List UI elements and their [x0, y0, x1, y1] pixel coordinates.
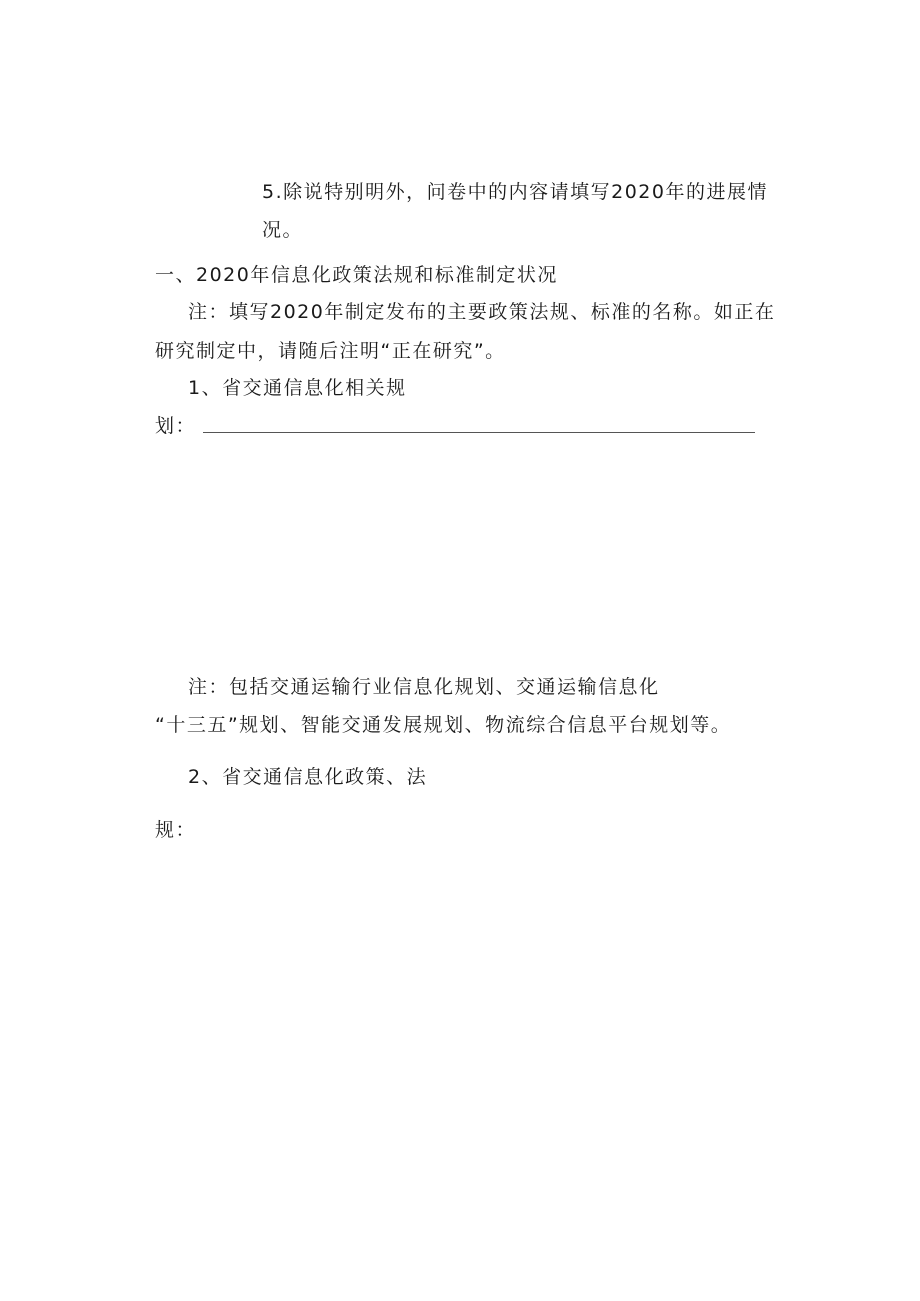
item-1-answer-line[interactable] [203, 432, 755, 433]
item-2-line1: 2、省交通信息化政策、法 [188, 766, 428, 788]
item-1-line2: 划： [155, 415, 197, 437]
intro-item-5-line1: 5.除说特别明外，问卷中的内容请填写2020年的进展情 [262, 181, 768, 203]
item-1-note-line1: 注：包括交通运输行业信息化规划、交通运输信息化 [188, 676, 660, 698]
intro-item-5-line2: 况。 [262, 219, 304, 241]
item-2-line2: 规： [155, 819, 197, 841]
section-1-heading: 一、2020年信息化政策法规和标准制定状况 [155, 264, 558, 286]
section-1-note-line1: 注：填写2020年制定发布的主要政策法规、标准的名称。如正在 [188, 301, 776, 323]
item-1-line1: 1、省交通信息化相关规 [188, 377, 407, 399]
item-1-note-line2: “十三五”规划、智能交通发展规划、物流综合信息平台规划等。 [155, 714, 732, 736]
section-1-note-line2: 研究制定中，请随后注明“正在研究”。 [155, 340, 506, 362]
